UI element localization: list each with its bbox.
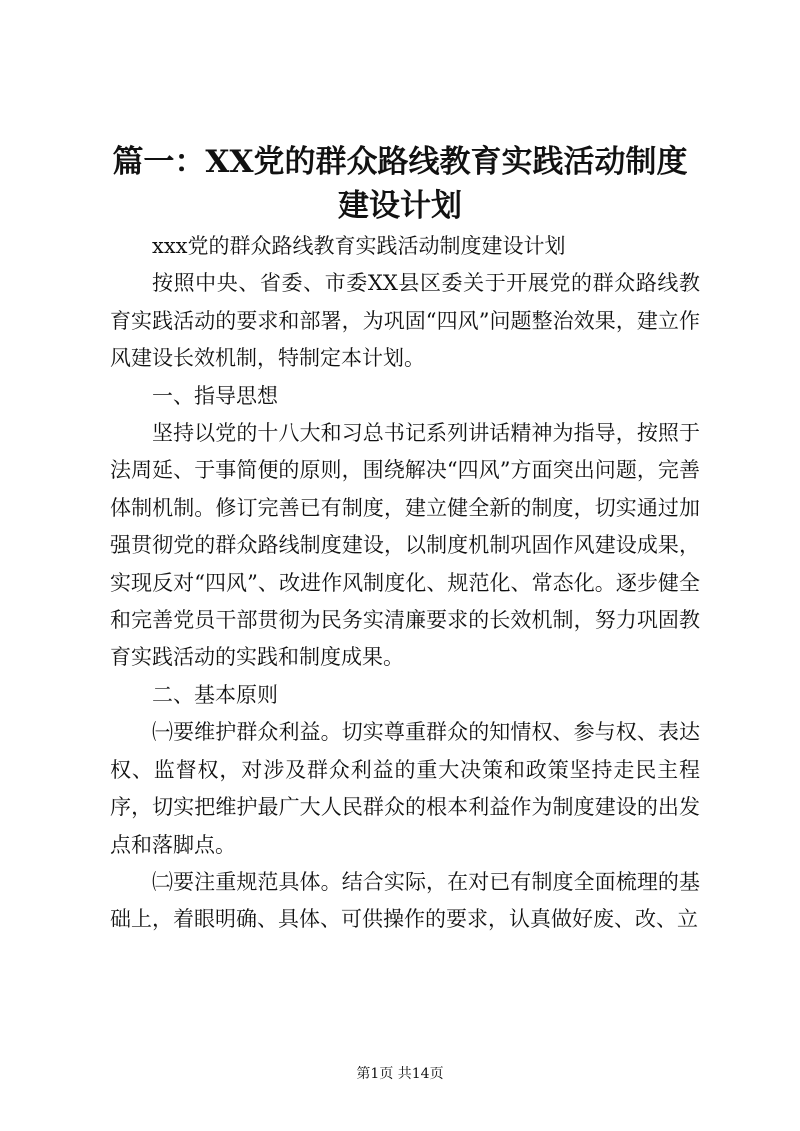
document-title: 篇一：XX党的群众路线教育实践活动制度建设计划 — [112, 144, 688, 224]
section-heading-guiding-thought: 一、指导思想 — [152, 383, 278, 408]
paragraph-subtitle: xxx党的群众路线教育实践活动制度建设计划 — [152, 234, 566, 258]
paragraph-principle-1: ㈠要维护群众利益。切实尊重群众的知情权、参与权、表达权、监督权，对涉及群众利益的重大决策和政策坚持走民主程序，切实把维护最广大人民群众的根本利益作为制度建设的出发点和落脚点。 — [110, 720, 700, 857]
paragraph-intro: 按照中央、省委、市委XX县区委关于开展党的群众路线教育实践活动的要求和部署，为巩固“四风”问题整治效果，建立作风建设长效机制，特制定本计划。 — [110, 271, 700, 371]
page-number: 第1页 共14页 — [356, 1066, 444, 1082]
paragraph-guiding-thought: 坚持以党的十八大和习总书记系列讲话精神为指导，按照于法周延、于事简便的原则，围绕解决“四风”方面突出问题，完善体制机制。修订完善已有制度，建立健全新的制度，切实通过加强贯彻党的群众路线制度建设，以制度机制巩固作风建设成果，实现反对“四风”、改进作风制度化、规范化、常态化。逐步健全和完善党员干部贯彻为民务实清廉要求的长效机制，努力巩固教育实践活动的实践和制度成果。 — [110, 421, 700, 670]
paragraph-principle-2: ㈡要注重规范具体。结合实际，在对已有制度全面梳理的基础上，着眼明确、具体、可供操作的要求，认真做好废、改、立 — [110, 869, 700, 932]
document-body — [110, 228, 700, 939]
section-heading-basic-principles: 二、基本原则 — [152, 682, 278, 707]
